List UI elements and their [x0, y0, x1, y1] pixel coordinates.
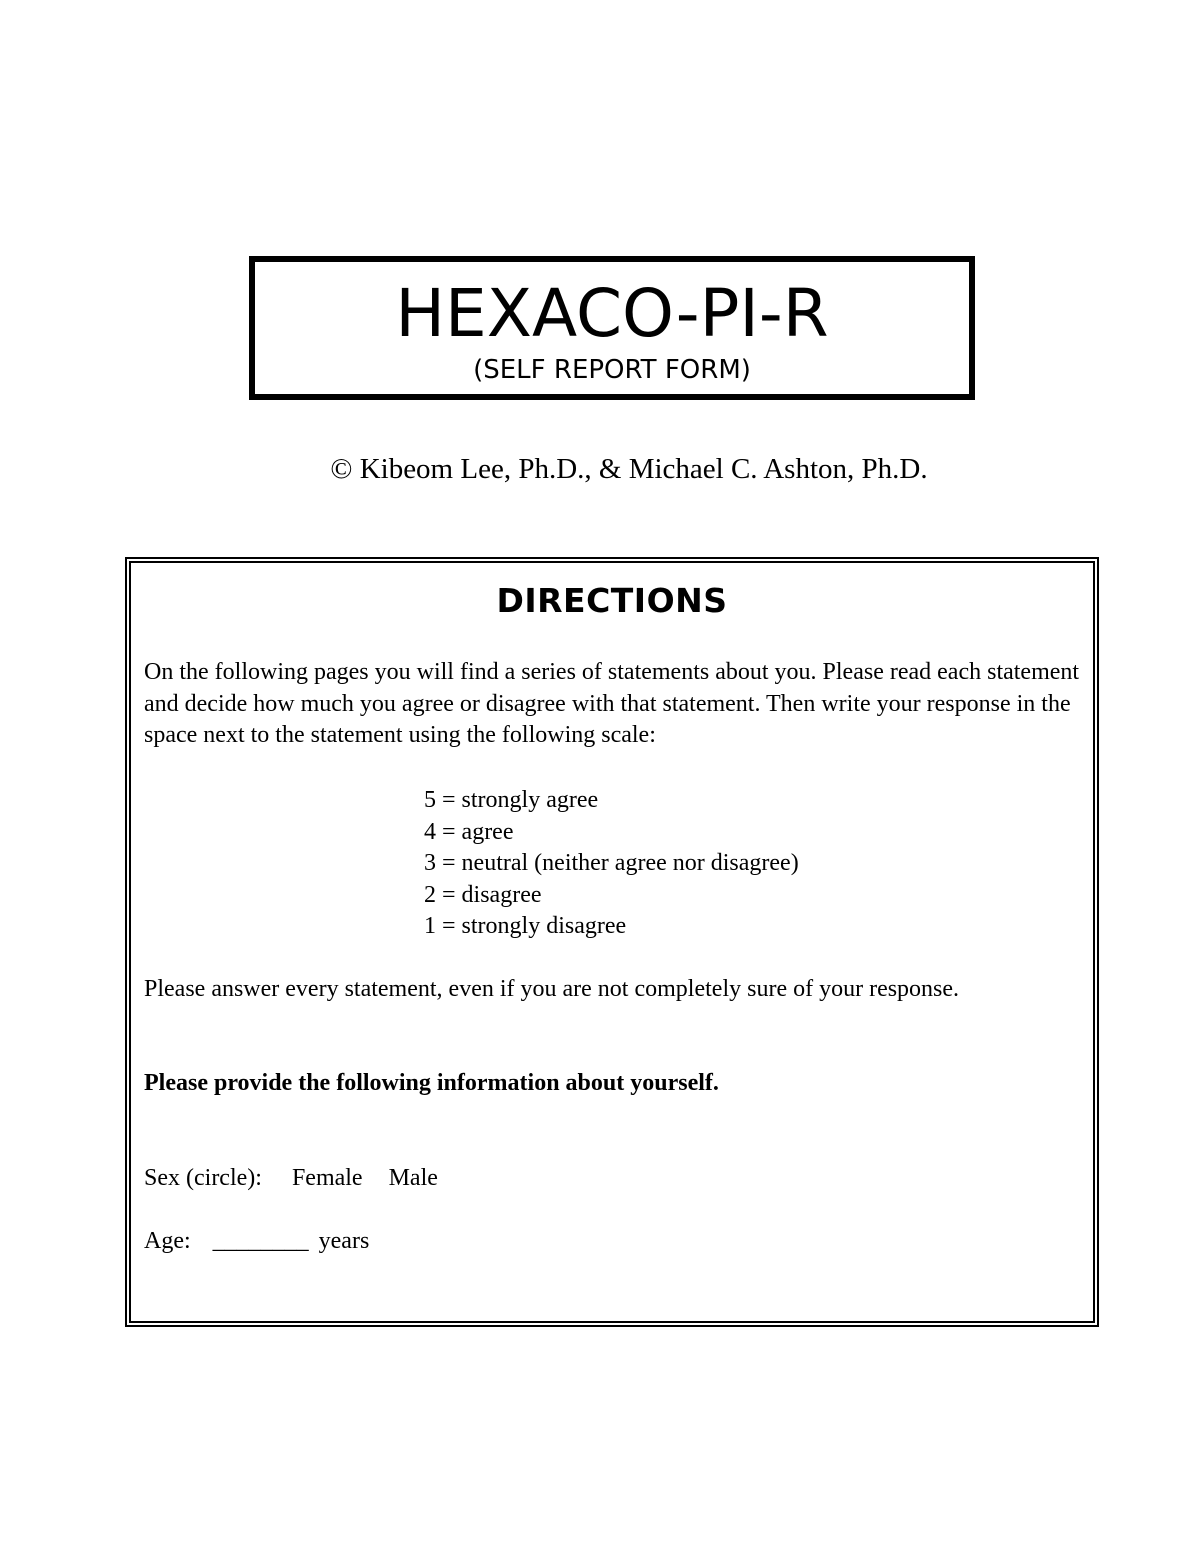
scale-item-4: 4 = agree: [424, 818, 514, 845]
form-title: HEXACO-PI-R: [395, 275, 829, 352]
scale-item-2: 2 = disagree: [424, 881, 542, 908]
info-heading: Please provide the following information about yourself.: [144, 1070, 719, 1096]
directions-box: [125, 557, 1099, 1327]
scale-item-5: 5 = strongly agree: [424, 787, 599, 813]
age-blank-field[interactable]: ________: [212, 1228, 309, 1254]
scale-item-3: 3 = neutral (neither agree nor disagree): [424, 850, 799, 876]
scale-item-1: 1 = strongly disagree: [424, 913, 627, 939]
response-scale: [424, 785, 799, 943]
directions-intro: [144, 657, 1084, 752]
form-subtitle: (SELF REPORT FORM): [473, 355, 751, 385]
sex-option-male[interactable]: Male: [388, 1165, 438, 1191]
copyright-line: © Kibeom Lee, Ph.D., & Michael C. Ashton, Ph.D.: [330, 453, 928, 485]
sex-row: [144, 1163, 1084, 1195]
sex-option-female[interactable]: Female: [291, 1165, 363, 1191]
age-label: Age:: [144, 1228, 191, 1254]
title-box: [249, 256, 975, 400]
sex-label: Sex (circle):: [144, 1165, 262, 1191]
directions-heading: DIRECTIONS: [496, 581, 728, 620]
answer-note: Please answer every statement, even if you are not completely sure of your response.: [144, 976, 960, 1002]
age-row: [144, 1226, 1084, 1258]
intro-paragraph: On the following pages you will find a series of statements about you. Please read each statement and decide how much you agree or disagree with that statement. Then write your response in the space next to the statement using the following scale:: [144, 659, 1080, 748]
age-unit: years: [318, 1228, 370, 1254]
